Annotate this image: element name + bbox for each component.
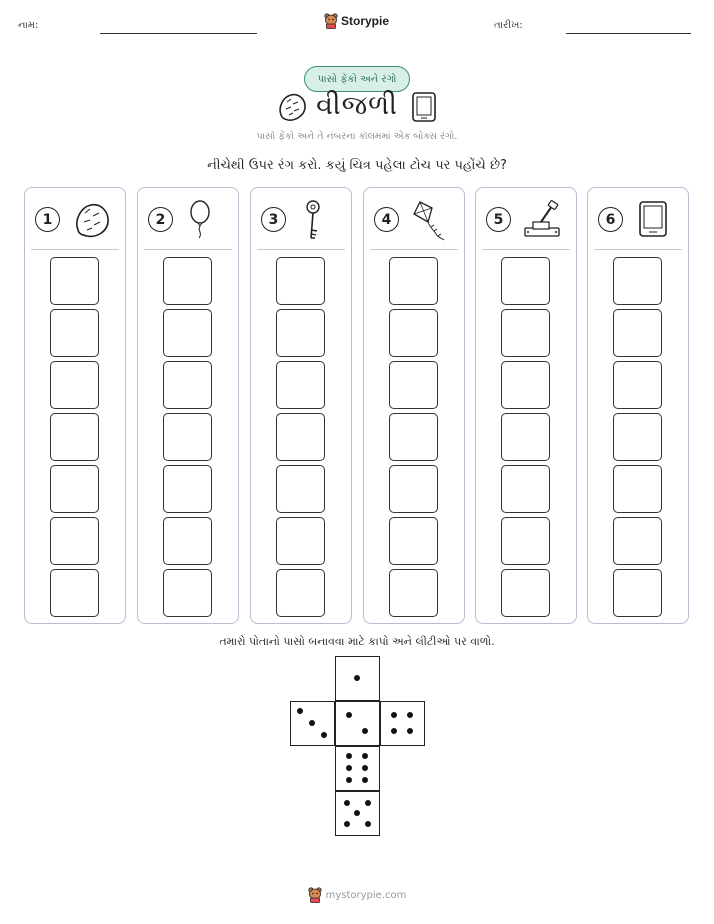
date-label: તારીખ: [494, 20, 523, 31]
dice-pip [346, 753, 352, 759]
dice-pip [354, 675, 360, 681]
column-divider [594, 249, 682, 250]
dice-pip [354, 810, 360, 816]
tablet-icon [410, 90, 438, 124]
dice-pip [365, 800, 371, 806]
dice-face-1 [335, 656, 380, 701]
dice-pip [346, 765, 352, 771]
color-box[interactable] [163, 517, 212, 565]
color-box[interactable] [50, 309, 99, 357]
dice-pip [362, 777, 368, 783]
dice-pip [407, 712, 413, 718]
kite-icon [410, 198, 452, 242]
column-number: 4 [374, 207, 399, 232]
dice-pip [362, 728, 368, 734]
balloon-icon [184, 198, 226, 242]
color-box[interactable] [389, 569, 438, 617]
dice-pip [344, 821, 350, 827]
question-text: નીચેથી ઉપર રંગ કરો. કયું ચિત્ર પહેલા ટોચ પર પહોંચે છે? [207, 158, 507, 173]
column-number: 5 [486, 207, 511, 232]
color-box[interactable] [163, 361, 212, 409]
color-box[interactable] [501, 257, 550, 305]
dice-pip [321, 732, 327, 738]
column-number: 1 [35, 207, 60, 232]
tablet-icon [634, 198, 676, 242]
color-box[interactable] [613, 361, 662, 409]
color-box[interactable] [501, 569, 550, 617]
dice-face-2 [335, 701, 380, 746]
column-5 [475, 187, 577, 624]
color-box[interactable] [276, 569, 325, 617]
subtitle: પાસો ફેંકો અને તે નંબરના કૉલમમાં એક બોક્સ રંગો. [256, 131, 458, 142]
color-box[interactable] [501, 309, 550, 357]
column-number: 3 [261, 207, 286, 232]
name-label: નામ: [18, 20, 39, 31]
color-box[interactable] [613, 413, 662, 461]
color-box[interactable] [276, 517, 325, 565]
dice-face-4 [380, 701, 425, 746]
dice-pip [365, 821, 371, 827]
column-divider [31, 249, 119, 250]
color-box[interactable] [501, 465, 550, 513]
color-box[interactable] [276, 309, 325, 357]
column-divider [144, 249, 232, 250]
color-box[interactable] [163, 569, 212, 617]
color-box[interactable] [389, 413, 438, 461]
color-box[interactable] [163, 309, 212, 357]
column-divider [370, 249, 458, 250]
color-box[interactable] [50, 517, 99, 565]
color-box[interactable] [501, 517, 550, 565]
color-box[interactable] [613, 569, 662, 617]
column-number: 6 [598, 207, 623, 232]
dice-face-6 [335, 746, 380, 791]
color-box[interactable] [50, 465, 99, 513]
dice-face-3 [290, 701, 335, 746]
color-box[interactable] [163, 257, 212, 305]
color-box[interactable] [389, 465, 438, 513]
dice-pip [344, 800, 350, 806]
key-icon [297, 198, 339, 242]
switch-lever-icon [522, 198, 564, 242]
color-box[interactable] [50, 257, 99, 305]
column-6 [587, 187, 689, 624]
dice-pip [297, 708, 303, 714]
color-box[interactable] [389, 361, 438, 409]
column-2 [137, 187, 239, 624]
column-3 [250, 187, 352, 624]
brand-logo: Storypie [324, 13, 389, 29]
color-box[interactable] [389, 309, 438, 357]
color-box[interactable] [389, 257, 438, 305]
color-box[interactable] [613, 309, 662, 357]
color-box[interactable] [613, 517, 662, 565]
color-box[interactable] [163, 413, 212, 461]
column-divider [257, 249, 345, 250]
color-box[interactable] [276, 257, 325, 305]
color-box[interactable] [501, 361, 550, 409]
dice-pip [407, 728, 413, 734]
column-number: 2 [148, 207, 173, 232]
dice-pip [346, 712, 352, 718]
color-box[interactable] [501, 413, 550, 461]
dice-pip [362, 753, 368, 759]
color-box[interactable] [613, 465, 662, 513]
color-box[interactable] [50, 361, 99, 409]
dice-pip [362, 765, 368, 771]
color-box[interactable] [163, 465, 212, 513]
column-4 [363, 187, 465, 624]
color-box[interactable] [50, 569, 99, 617]
storypie-bear-icon [308, 887, 322, 903]
dice-pip [391, 728, 397, 734]
color-box[interactable] [276, 465, 325, 513]
dice-face-5 [335, 791, 380, 836]
column-1 [24, 187, 126, 624]
dice-pip [346, 777, 352, 783]
color-box[interactable] [276, 361, 325, 409]
footer-url[interactable]: mystorypie.com [325, 889, 407, 901]
name-line[interactable] [100, 33, 257, 34]
color-box[interactable] [50, 413, 99, 461]
footer [0, 887, 714, 903]
column-divider [482, 249, 570, 250]
dice-instruction: તમારો પોતાનો પાસો બનાવવા માટે કાપો અને લીટીઓ પર વાળો. [219, 635, 495, 648]
activity-pill: પાસો ફેંકો અને રંગો [304, 66, 410, 92]
color-box[interactable] [389, 517, 438, 565]
coal-rock-icon [71, 198, 113, 242]
date-line[interactable] [566, 33, 691, 34]
page-title: વીજળી [316, 90, 398, 121]
color-box[interactable] [613, 257, 662, 305]
dice-pip [391, 712, 397, 718]
color-box[interactable] [276, 413, 325, 461]
storypie-bear-icon [324, 13, 338, 29]
dice-pip [309, 720, 315, 726]
